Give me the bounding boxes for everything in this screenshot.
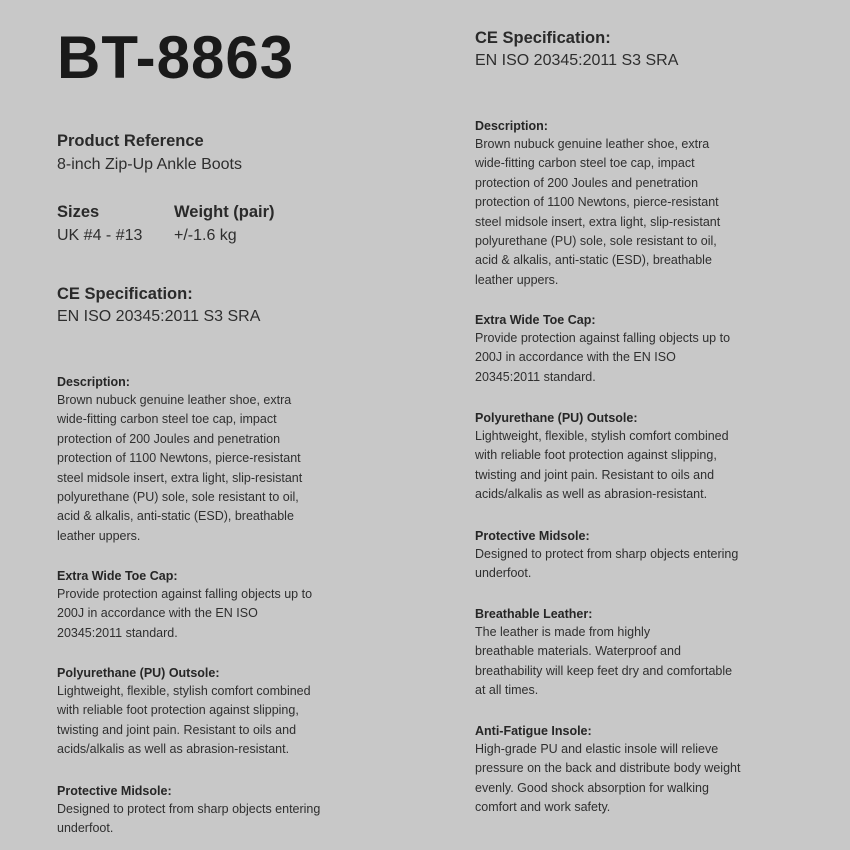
outsole-heading: Polyurethane (PU) Outsole: (57, 666, 220, 680)
right-ce-spec-heading: CE Specification: (475, 29, 611, 47)
weight-value: +/-1.6 kg (174, 227, 237, 244)
sizes-heading: Sizes (57, 203, 100, 221)
product-reference-value: 8-inch Zip-Up Ankle Boots (57, 156, 242, 173)
toe-cap-text: Provide protection against falling objects up to 200J in accordance with the EN ISO 20345:2011 standard. (57, 587, 313, 640)
right-leather-text: The leather is made from highly breathable materials. Waterproof and breathability will keep feet dry and comfortable at all times. (475, 625, 733, 698)
right-midsole-heading: Protective Midsole: (475, 529, 590, 543)
weight-heading: Weight (pair) (174, 203, 275, 221)
right-outsole-heading: Polyurethane (PU) Outsole: (475, 411, 638, 425)
description-text: Brown nubuck genuine leather shoe, extra wide-fitting carbon steel toe cap, impact protection of 200 Joules and penetration protection of 1100 Newtons, pierce-resistant steel midsole insert, extra light, slip-resistant polyurethane (PU) sole, sole resistant to oil, acid & alkalis, anti-static (ESD), breathable leather uppers. (57, 393, 303, 543)
ce-spec-value: EN ISO 20345:2011 S3 SRA (57, 308, 261, 325)
midsole-heading: Protective Midsole: (57, 784, 172, 798)
right-insole-text: High-grade PU and elastic insole will relieve pressure on the back and distribute body weight evenly. Good shock absorption for walking comfort and work safety. (475, 742, 741, 815)
right-leather-heading: Breathable Leather: (475, 607, 593, 621)
right-outsole-text: Lightweight, flexible, stylish comfort combined with reliable foot protection against slipping, twisting and joint pain. Resistant to oils and acids/alkalis as well as abrasion-resistant. (475, 429, 729, 502)
outsole-section (57, 664, 357, 760)
right-toe-cap-section (475, 311, 785, 387)
right-description-section (475, 117, 785, 290)
right-description-text: Brown nubuck genuine leather shoe, extra wide-fitting carbon steel toe cap, impact protection of 200 Joules and penetration protection of 1100 Newtons, pierce-resistant steel midsole insert, extra light, slip-resistant polyurethane (PU) sole, sole resistant to oil, acid & alkalis, anti-static (ESD), breathable leather uppers. (475, 137, 721, 287)
right-outsole-section (475, 409, 785, 505)
description-heading: Description: (57, 375, 130, 389)
description-section (57, 373, 357, 546)
right-description-heading: Description: (475, 119, 548, 133)
outsole-text: Lightweight, flexible, stylish comfort combined with reliable foot protection against slipping, twisting and joint pain. Resistant to oils and acids/alkalis as well as abrasion-resistant. (57, 684, 311, 757)
right-leather-section (475, 605, 785, 701)
right-ce-spec-value: EN ISO 20345:2011 S3 SRA (475, 52, 679, 69)
sizes-value: UK #4 - #13 (57, 227, 143, 244)
right-midsole-section (475, 527, 785, 584)
ce-spec-heading: CE Specification: (57, 285, 193, 303)
toe-cap-section (57, 567, 357, 643)
right-midsole-text: Designed to protect from sharp objects entering underfoot. (475, 547, 739, 581)
right-insole-section (475, 722, 785, 818)
right-toe-cap-text: Provide protection against falling objects up to 200J in accordance with the EN ISO 20345:2011 standard. (475, 331, 731, 384)
midsole-section (57, 782, 357, 839)
right-toe-cap-heading: Extra Wide Toe Cap: (475, 313, 596, 327)
toe-cap-heading: Extra Wide Toe Cap: (57, 569, 178, 583)
model-title: BT-8863 (57, 24, 295, 91)
midsole-text: Designed to protect from sharp objects entering underfoot. (57, 802, 321, 836)
product-reference-heading: Product Reference (57, 132, 204, 150)
right-insole-heading: Anti-Fatigue Insole: (475, 724, 592, 738)
